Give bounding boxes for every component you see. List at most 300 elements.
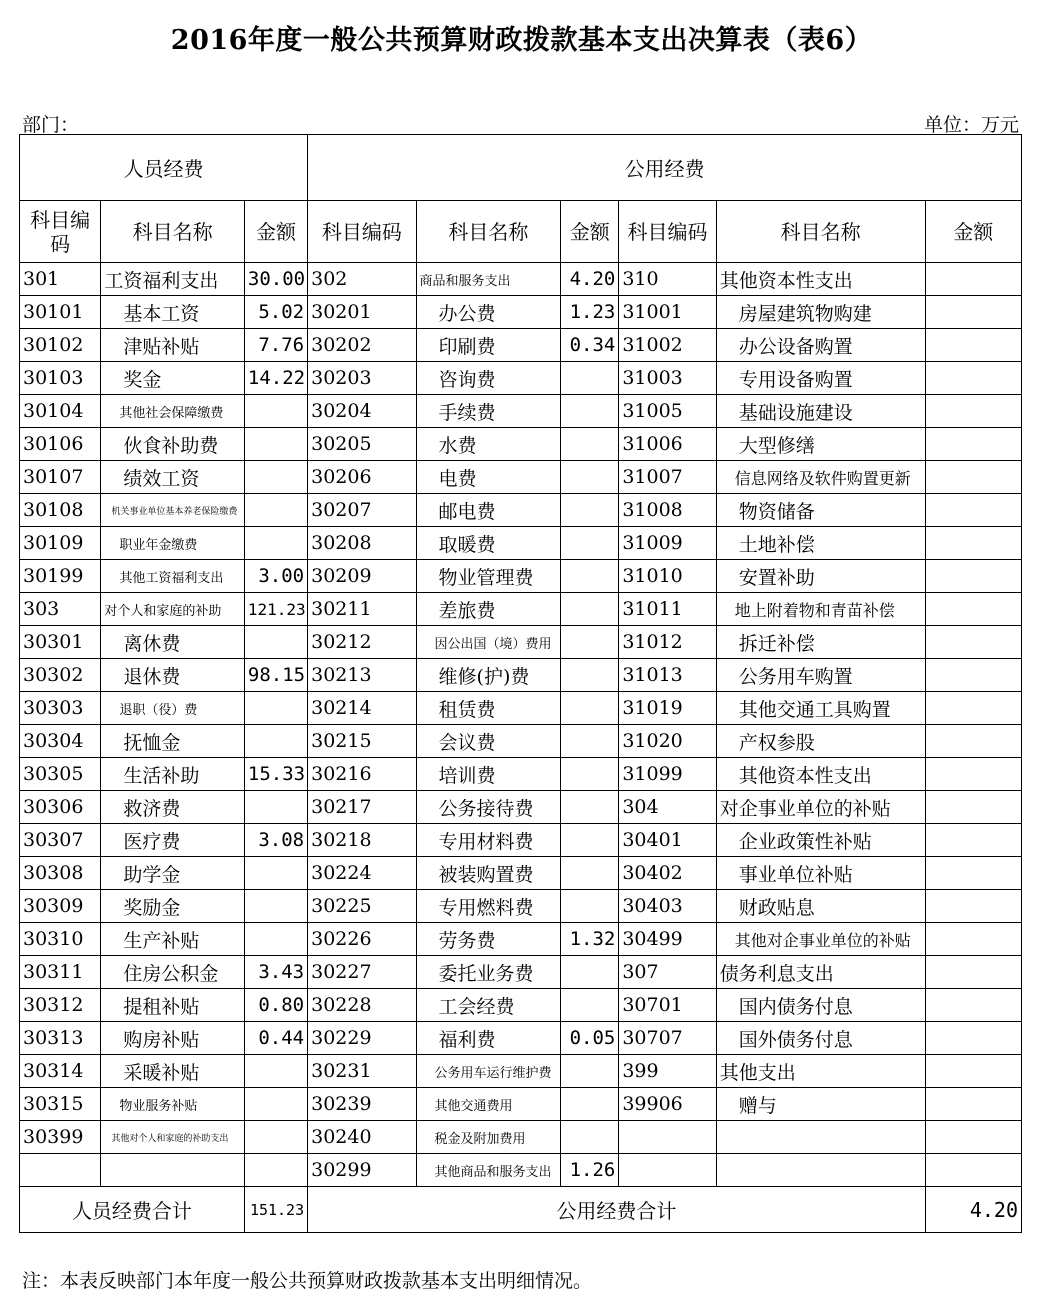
table-row	[20, 560, 1022, 593]
cell-code: 307	[619, 956, 716, 989]
cell-code: 30104	[20, 395, 101, 428]
cell-name: 退休费	[101, 659, 245, 692]
cell-amount	[561, 692, 619, 725]
table-row	[20, 626, 1022, 659]
header-amount: 金额	[925, 201, 1021, 263]
cell-amount	[561, 1121, 619, 1154]
cell-code: 31003	[619, 362, 716, 395]
header-code: 科目编码	[20, 201, 101, 263]
cell-amount	[244, 1154, 307, 1187]
cell-name: 生活补助	[101, 758, 245, 791]
cell-amount	[925, 1121, 1021, 1154]
cell-code: 30224	[308, 857, 416, 890]
table-row	[20, 989, 1022, 1022]
cell-name: 救济费	[101, 791, 245, 824]
cell-amount	[244, 461, 307, 494]
cell-name: 物资储备	[716, 494, 925, 527]
cell-name: 租赁费	[416, 692, 561, 725]
column-header-row	[20, 201, 1022, 263]
cell-name	[101, 1154, 245, 1187]
cell-name: 地上附着物和青苗补偿	[716, 593, 925, 626]
cell-name: 信息网络及软件购置更新	[716, 461, 925, 494]
cell-code: 399	[619, 1055, 716, 1088]
cell-name: 电费	[416, 461, 561, 494]
department-label: 部门：	[22, 114, 80, 136]
cell-name: 福利费	[416, 1022, 561, 1055]
cell-code: 30402	[619, 857, 716, 890]
cell-code: 30231	[308, 1055, 416, 1088]
header-name: 科目名称	[416, 201, 561, 263]
cell-amount	[244, 692, 307, 725]
cell-name: 劳务费	[416, 923, 561, 956]
cell-name: 被装购置费	[416, 857, 561, 890]
cell-amount	[244, 857, 307, 890]
cell-name: 水费	[416, 428, 561, 461]
cell-name: 企业政策性补贴	[716, 824, 925, 857]
cell-name: 咨询费	[416, 362, 561, 395]
cell-code: 31001	[619, 296, 716, 329]
cell-amount	[925, 395, 1021, 428]
table-row	[20, 395, 1022, 428]
cell-name: 财政贴息	[716, 890, 925, 923]
cell-amount	[561, 857, 619, 890]
cell-name: 专用材料费	[416, 824, 561, 857]
cell-code: 31013	[619, 659, 716, 692]
cell-code: 31099	[619, 758, 716, 791]
cell-name: 医疗费	[101, 824, 245, 857]
cell-name: 物业管理费	[416, 560, 561, 593]
cell-amount	[925, 560, 1021, 593]
cell-amount	[244, 923, 307, 956]
cell-name: 机关事业单位基本养老保险缴费	[101, 494, 245, 527]
cell-code: 31009	[619, 527, 716, 560]
cell-amount	[561, 593, 619, 626]
cell-code: 30401	[619, 824, 716, 857]
public-total-label: 公用经费合计	[308, 1187, 925, 1233]
cell-name: 国外债务付息	[716, 1022, 925, 1055]
cell-code: 30306	[20, 791, 101, 824]
cell-amount	[925, 824, 1021, 857]
cell-amount	[561, 758, 619, 791]
cell-amount: 0.80	[244, 989, 307, 1022]
cell-amount	[244, 395, 307, 428]
cell-code: 30403	[619, 890, 716, 923]
cell-amount: 0.34	[561, 329, 619, 362]
cell-name: 办公费	[416, 296, 561, 329]
cell-amount	[244, 494, 307, 527]
cell-amount	[925, 329, 1021, 362]
table-row	[20, 362, 1022, 395]
cell-amount	[244, 428, 307, 461]
cell-code: 30301	[20, 626, 101, 659]
cell-name: 离休费	[101, 626, 245, 659]
cell-name	[716, 1154, 925, 1187]
cell-amount	[561, 494, 619, 527]
cell-code: 30108	[20, 494, 101, 527]
cell-name: 购房补贴	[101, 1022, 245, 1055]
cell-code: 30707	[619, 1022, 716, 1055]
cell-amount	[561, 395, 619, 428]
cell-amount: 14.22	[244, 362, 307, 395]
cell-name: 公务接待费	[416, 791, 561, 824]
cell-amount	[925, 923, 1021, 956]
cell-amount	[925, 989, 1021, 1022]
cell-amount: 7.76	[244, 329, 307, 362]
cell-code: 30305	[20, 758, 101, 791]
cell-code: 31019	[619, 692, 716, 725]
personnel-total-label: 人员经费合计	[20, 1187, 245, 1233]
cell-code: 30106	[20, 428, 101, 461]
personnel-total-amount: 151.23	[244, 1187, 307, 1233]
cell-name: 房屋建筑物购建	[716, 296, 925, 329]
cell-amount	[244, 1088, 307, 1121]
cell-code	[619, 1154, 716, 1187]
cell-code: 30312	[20, 989, 101, 1022]
cell-amount	[925, 890, 1021, 923]
cell-name: 抚恤金	[101, 725, 245, 758]
cell-name: 奖金	[101, 362, 245, 395]
cell-code: 30205	[308, 428, 416, 461]
cell-name: 维修(护)费	[416, 659, 561, 692]
cell-amount: 1.26	[561, 1154, 619, 1187]
cell-code: 30109	[20, 527, 101, 560]
cell-code: 30202	[308, 329, 416, 362]
cell-name: 其他对企事业单位的补贴	[716, 923, 925, 956]
cell-amount	[561, 659, 619, 692]
cell-code: 30101	[20, 296, 101, 329]
table-row	[20, 791, 1022, 824]
cell-name: 公务用车购置	[716, 659, 925, 692]
group-personnel: 人员经费	[20, 135, 308, 201]
cell-code: 30203	[308, 362, 416, 395]
cell-code: 302	[308, 263, 416, 296]
cell-code: 30309	[20, 890, 101, 923]
cell-amount: 1.32	[561, 923, 619, 956]
cell-amount	[244, 725, 307, 758]
cell-name: 提租补贴	[101, 989, 245, 1022]
cell-name: 工资福利支出	[101, 263, 245, 296]
cell-code: 30304	[20, 725, 101, 758]
cell-name: 拆迁补偿	[716, 626, 925, 659]
cell-amount	[561, 560, 619, 593]
cell-amount	[561, 824, 619, 857]
cell-code: 30103	[20, 362, 101, 395]
cell-code: 30311	[20, 956, 101, 989]
cell-amount	[925, 758, 1021, 791]
cell-name: 培训费	[416, 758, 561, 791]
cell-amount	[561, 428, 619, 461]
table-row	[20, 593, 1022, 626]
cell-amount	[244, 1055, 307, 1088]
cell-code: 30218	[308, 824, 416, 857]
cell-code: 30199	[20, 560, 101, 593]
cell-name: 物业服务补贴	[101, 1088, 245, 1121]
table-row	[20, 857, 1022, 890]
cell-code: 30299	[308, 1154, 416, 1187]
cell-name: 差旅费	[416, 593, 561, 626]
cell-name: 会议费	[416, 725, 561, 758]
table-row	[20, 296, 1022, 329]
cell-code: 30226	[308, 923, 416, 956]
cell-code: 30208	[308, 527, 416, 560]
cell-code	[619, 1121, 716, 1154]
cell-name: 基础设施建设	[716, 395, 925, 428]
header-name: 科目名称	[716, 201, 925, 263]
cell-name: 住房公积金	[101, 956, 245, 989]
cell-amount	[561, 626, 619, 659]
cell-code: 31007	[619, 461, 716, 494]
cell-amount	[561, 1088, 619, 1121]
cell-amount: 3.08	[244, 824, 307, 857]
cell-name: 土地补偿	[716, 527, 925, 560]
cell-code: 30225	[308, 890, 416, 923]
cell-amount	[244, 527, 307, 560]
cell-amount	[925, 428, 1021, 461]
cell-amount: 3.43	[244, 956, 307, 989]
table-row	[20, 956, 1022, 989]
table-row	[20, 329, 1022, 362]
cell-amount: 4.20	[561, 263, 619, 296]
cell-code: 30201	[308, 296, 416, 329]
cell-name: 对企事业单位的补贴	[716, 791, 925, 824]
cell-amount	[925, 494, 1021, 527]
cell-code: 30315	[20, 1088, 101, 1121]
cell-name: 对个人和家庭的补助	[101, 593, 245, 626]
cell-amount	[925, 626, 1021, 659]
cell-amount	[925, 956, 1021, 989]
table-row	[20, 659, 1022, 692]
cell-code: 31011	[619, 593, 716, 626]
cell-name: 伙食补助费	[101, 428, 245, 461]
cell-amount	[925, 1088, 1021, 1121]
cell-name: 其他资本性支出	[716, 263, 925, 296]
cell-amount	[925, 593, 1021, 626]
cell-amount	[244, 1121, 307, 1154]
cell-amount	[925, 791, 1021, 824]
cell-code: 31002	[619, 329, 716, 362]
unit-label: 单位：万元	[923, 114, 1019, 136]
cell-name: 基本工资	[101, 296, 245, 329]
cell-name: 退职（役）费	[101, 692, 245, 725]
cell-amount: 15.33	[244, 758, 307, 791]
cell-code: 30307	[20, 824, 101, 857]
public-total-amount: 4.20	[925, 1187, 1021, 1233]
cell-name: 其他工资福利支出	[101, 560, 245, 593]
cell-amount	[925, 659, 1021, 692]
cell-amount	[561, 890, 619, 923]
cell-name: 奖励金	[101, 890, 245, 923]
group-header-row	[20, 135, 1022, 201]
header-amount: 金额	[244, 201, 307, 263]
totals-row	[20, 1187, 1022, 1233]
cell-code: 31006	[619, 428, 716, 461]
cell-name: 国内债务付息	[716, 989, 925, 1022]
table-row	[20, 824, 1022, 857]
cell-code: 31010	[619, 560, 716, 593]
cell-amount	[244, 791, 307, 824]
table-row	[20, 692, 1022, 725]
cell-amount	[925, 1154, 1021, 1187]
cell-amount	[244, 890, 307, 923]
cell-name: 职业年金缴费	[101, 527, 245, 560]
cell-name: 其他商品和服务支出	[416, 1154, 561, 1187]
cell-amount: 3.00	[244, 560, 307, 593]
cell-code: 31005	[619, 395, 716, 428]
cell-name: 赠与	[716, 1088, 925, 1121]
cell-code: 30215	[308, 725, 416, 758]
cell-code: 39906	[619, 1088, 716, 1121]
cell-name: 其他社会保障缴费	[101, 395, 245, 428]
cell-name: 手续费	[416, 395, 561, 428]
cell-name: 办公设备购置	[716, 329, 925, 362]
table-row	[20, 1022, 1022, 1055]
cell-name: 因公出国（境）费用	[416, 626, 561, 659]
cell-amount	[561, 989, 619, 1022]
cell-code: 30217	[308, 791, 416, 824]
table-row	[20, 725, 1022, 758]
header-code: 科目编码	[619, 201, 716, 263]
cell-code: 30239	[308, 1088, 416, 1121]
cell-code	[20, 1154, 101, 1187]
cell-name: 绩效工资	[101, 461, 245, 494]
cell-amount	[925, 263, 1021, 296]
cell-amount	[925, 362, 1021, 395]
cell-code: 30302	[20, 659, 101, 692]
cell-code: 310	[619, 263, 716, 296]
cell-name: 专用燃料费	[416, 890, 561, 923]
cell-name: 公务用车运行维护费	[416, 1055, 561, 1088]
table-row	[20, 527, 1022, 560]
cell-name: 安置补助	[716, 560, 925, 593]
cell-code: 30314	[20, 1055, 101, 1088]
footnote: 注：本表反映部门本年度一般公共预算财政拨款基本支出明细情况。	[22, 1270, 593, 1292]
cell-code: 30213	[308, 659, 416, 692]
table-row	[20, 1154, 1022, 1187]
cell-amount	[561, 362, 619, 395]
cell-code: 31012	[619, 626, 716, 659]
table-row	[20, 923, 1022, 956]
cell-code: 30207	[308, 494, 416, 527]
cell-code: 30211	[308, 593, 416, 626]
header-amount: 金额	[561, 201, 619, 263]
cell-code: 30313	[20, 1022, 101, 1055]
cell-amount: 30.00	[244, 263, 307, 296]
table-row	[20, 461, 1022, 494]
cell-code: 30212	[308, 626, 416, 659]
cell-amount	[561, 791, 619, 824]
table-row	[20, 263, 1022, 296]
cell-name: 其他资本性支出	[716, 758, 925, 791]
cell-code: 30214	[308, 692, 416, 725]
cell-name: 取暖费	[416, 527, 561, 560]
cell-name: 邮电费	[416, 494, 561, 527]
table-row	[20, 428, 1022, 461]
cell-name: 其他支出	[716, 1055, 925, 1088]
cell-amount	[925, 725, 1021, 758]
cell-name: 商品和服务支出	[416, 263, 561, 296]
cell-amount	[925, 857, 1021, 890]
cell-code: 30303	[20, 692, 101, 725]
cell-name: 助学金	[101, 857, 245, 890]
cell-name: 工会经费	[416, 989, 561, 1022]
cell-amount	[561, 725, 619, 758]
cell-amount: 121.23	[244, 593, 307, 626]
cell-amount	[925, 527, 1021, 560]
cell-code: 304	[619, 791, 716, 824]
cell-amount: 0.05	[561, 1022, 619, 1055]
cell-name: 其他对个人和家庭的补助支出	[101, 1121, 245, 1154]
cell-amount	[925, 1055, 1021, 1088]
cell-name: 津贴补贴	[101, 329, 245, 362]
cell-code: 301	[20, 263, 101, 296]
cell-code: 30399	[20, 1121, 101, 1154]
cell-code: 30102	[20, 329, 101, 362]
cell-code: 30206	[308, 461, 416, 494]
cell-name: 印刷费	[416, 329, 561, 362]
cell-amount: 0.44	[244, 1022, 307, 1055]
header-name: 科目名称	[101, 201, 245, 263]
cell-amount	[244, 626, 307, 659]
cell-code: 31008	[619, 494, 716, 527]
cell-code: 30229	[308, 1022, 416, 1055]
cell-code: 30209	[308, 560, 416, 593]
header-code: 科目编码	[308, 201, 416, 263]
cell-code: 303	[20, 593, 101, 626]
cell-amount: 98.15	[244, 659, 307, 692]
cell-name: 生产补贴	[101, 923, 245, 956]
cell-name: 采暖补贴	[101, 1055, 245, 1088]
cell-name: 产权参股	[716, 725, 925, 758]
cell-code: 30499	[619, 923, 716, 956]
cell-amount	[925, 461, 1021, 494]
cell-amount: 5.02	[244, 296, 307, 329]
cell-code: 30228	[308, 989, 416, 1022]
table-row	[20, 1088, 1022, 1121]
cell-code: 30240	[308, 1121, 416, 1154]
cell-code: 30227	[308, 956, 416, 989]
table-row	[20, 890, 1022, 923]
cell-amount	[561, 956, 619, 989]
cell-code: 30204	[308, 395, 416, 428]
table-row	[20, 1121, 1022, 1154]
cell-code: 30310	[20, 923, 101, 956]
cell-code: 30216	[308, 758, 416, 791]
table-row	[20, 1055, 1022, 1088]
cell-amount	[561, 461, 619, 494]
cell-name: 事业单位补贴	[716, 857, 925, 890]
cell-code: 30308	[20, 857, 101, 890]
cell-code: 30701	[619, 989, 716, 1022]
group-public: 公用经费	[308, 135, 1022, 201]
cell-name	[716, 1121, 925, 1154]
cell-amount: 1.23	[561, 296, 619, 329]
page-title: 2016年度一般公共预算财政拨款基本支出决算表（表6）	[170, 25, 873, 56]
cell-name: 专用设备购置	[716, 362, 925, 395]
expenditure-table	[19, 134, 1022, 1233]
cell-amount	[925, 692, 1021, 725]
cell-amount	[925, 1022, 1021, 1055]
cell-name: 其他交通工具购置	[716, 692, 925, 725]
cell-name: 税金及附加费用	[416, 1121, 561, 1154]
cell-name: 其他交通费用	[416, 1088, 561, 1121]
cell-name: 委托业务费	[416, 956, 561, 989]
cell-code: 30107	[20, 461, 101, 494]
table-row	[20, 494, 1022, 527]
cell-name: 大型修缮	[716, 428, 925, 461]
cell-name: 债务利息支出	[716, 956, 925, 989]
table-row	[20, 758, 1022, 791]
cell-code: 31020	[619, 725, 716, 758]
